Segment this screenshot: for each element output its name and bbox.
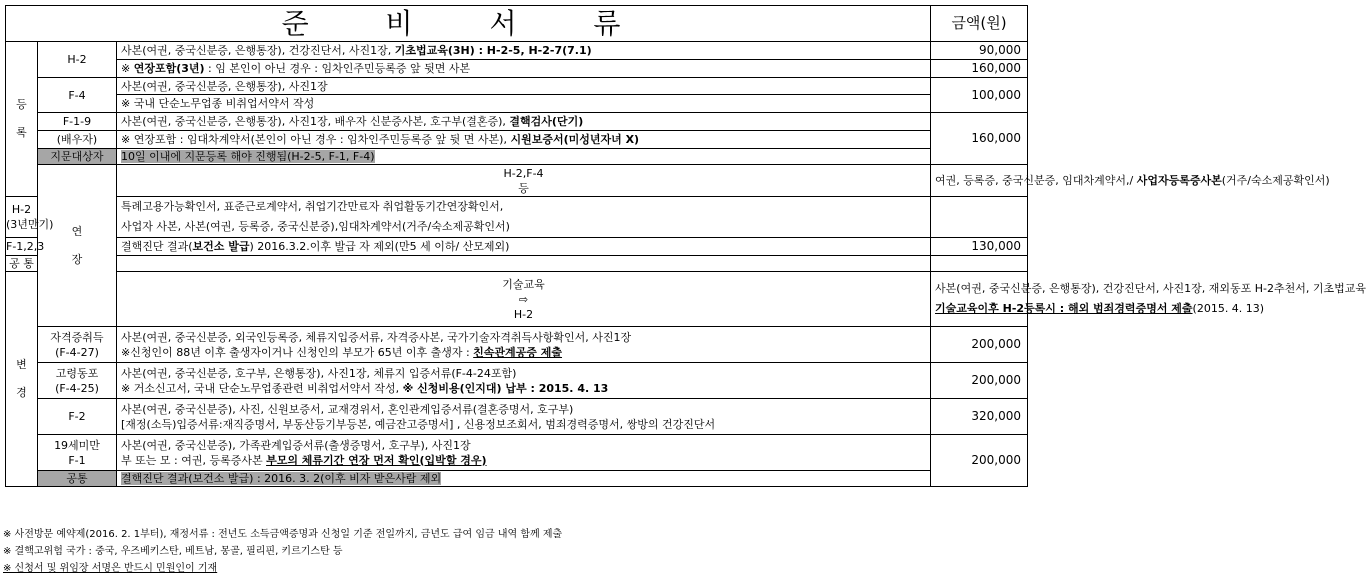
amount-f19: 160,000: [931, 113, 1028, 165]
row-f19-line1: 사본(여권, 중국신분증, 은행통장), 사진1장, 배우자 신분증사본, 호구부(결혼증), 결핵검사(단기): [117, 113, 931, 131]
section-registration: 등 록: [6, 42, 38, 197]
footnotes: [3, 526, 562, 577]
row-h2-line1: 사본(여권, 중국신분증, 은행통장), 건강진단서, 사진1장, 기초법교육(3H) : H-2-5, H-2-7(7.1): [117, 42, 931, 60]
sub-common-ext: 공 통: [6, 256, 38, 272]
sub-h2-f4: H-2,F-4 등: [117, 165, 931, 197]
amount-elderly: 200,000: [931, 363, 1028, 399]
sub-elderly: 고령동포 (F-4-25): [38, 363, 117, 399]
sub-f123: F-1,2,3: [6, 238, 38, 256]
row-h2-line2: ※ 연장포함(3년) : 임 본인이 아닌 경우 : 임차인주민등록증 앞 뒷면 사본: [117, 60, 931, 78]
sub-h2: H-2: [38, 42, 117, 78]
row-common-change: 결핵진단 결과(보건소 발급) : 2016. 3. 2(이후 비자 받은사람 제외: [117, 471, 931, 487]
amount-h2-basic: 90,000: [931, 42, 1028, 60]
amount-f2: 320,000: [931, 399, 1028, 435]
amount-header: 금액(원): [931, 6, 1028, 42]
amount-cert: 200,000: [931, 327, 1028, 363]
amount-f4: 100,000: [931, 78, 1028, 113]
row-common-ext: [117, 256, 931, 272]
row-f123: 결핵진단 결과(보건소 발급) 2016.3.2.이후 발급 자 제외(만5 세 이하/ 산모제외): [117, 238, 931, 256]
section-extension: 연 장: [38, 165, 117, 327]
footnote-2: ※ 결핵고위험 국가 : 중국, 우즈베키스탄, 베트남, 몽골, 필리핀, 키르기스탄 등: [3, 546, 343, 557]
sub-f19: F-1-9: [38, 113, 117, 131]
amount-h2-extension: 160,000: [931, 60, 1028, 78]
row-fingerprint: 10일 이내에 지문등록 해야 진행됨(H-2-5, F-1, F-4): [117, 149, 931, 165]
sub-cert: 자격증취득 (F-4-27): [38, 327, 117, 363]
row-h2-f4: 여권, 등록증, 중국신분증, 임대차계약서,/ 사업자등록증사본(거주/숙소제공확인서): [931, 165, 1028, 197]
sub-fingerprint: 지문대상자: [38, 149, 117, 165]
amount-minor: 200,000: [931, 435, 1028, 487]
sub-spouse: (배우자): [38, 131, 117, 149]
amount-f123: 130,000: [931, 238, 1028, 256]
page-title: 준 비 서 류: [6, 6, 931, 42]
row-f4-line1: 사본(여권, 중국신분증, 은행통장), 사진1장: [117, 78, 931, 95]
footnote-3: ※ 신청서 및 위임장 서명은 반드시 민원인이 기재: [3, 563, 218, 574]
row-f4-line2: ※ 국내 단순노무업종 비취업서약서 작성: [117, 95, 931, 113]
sub-f2: F-2: [38, 399, 117, 435]
sub-minor: 19세미만 F-1: [38, 435, 117, 471]
row-minor: 사본(여권, 중국신분증), 가족관계입증서류(출생증명서, 호구부), 사진1장 부 또는 모 : 여권, 등록증사본 부모의 체류기간 연장 먼저 확인(입박할 경우): [117, 435, 931, 471]
section-change: 변 경: [6, 272, 38, 487]
row-f19-line2: ※ 연장포함 : 임대차계약서(본인이 아닌 경우 : 임차인주민등록증 앞 뒷 면 사본), 시원보증서(미성년자녀 X): [117, 131, 931, 149]
footnote-1: ※ 사전방문 예약제(2016. 2. 1부터), 재정서류 : 전년도 소득금액증명과 신청일 기준 전일까지, 금년도 급여 임금 내역 함께 제출: [3, 529, 563, 540]
row-f2: 사본(여권, 중국신분증), 사진, 신원보증서, 교재경위서, 혼인관계입증서류(결혼증명서, 호구부) [재정(소득)입증서류:재직증명서, 부동산등기부등본, 예금잔고증명서] , 신용정보조회서, 범죄경력증명서, 쌍방의 건강진단서: [117, 399, 931, 435]
sub-tech-edu: 기술교육 ⇨ H-2: [117, 272, 931, 327]
sub-common-change: 공통: [38, 471, 117, 487]
row-tech-edu: 사본(여권, 중국신분증, 은행통장), 건강진단서, 사진1장, 재외동포 H-2추천서, 기초법교육 기술교육이후 H-2등록시 : 해외 범죄경력증명서 제출(2015. 4. 13): [931, 272, 1028, 327]
requirements-table: [5, 5, 1366, 487]
sub-f4: F-4: [38, 78, 117, 113]
row-cert: 사본(여권, 중국신분증, 외국인등록증, 체류지입증서류, 자격증사본, 국가기술자격취득사항확인서, 사진1장 ※신청인이 88년 이후 출생자이거나 신청인의 부모가 65년 이후 출생자 : 친속관계공증 제출: [117, 327, 931, 363]
row-h2-3yr: 특례고용가능확인서, 표준근로계약서, 취업기간만료자 취업활동기간연장확인서, 사업자 사본, 사본(여권, 등록증, 중국신분증),임대차계약서(거주/숙소제공확인서): [117, 197, 931, 238]
row-elderly: 사본(여권, 중국신분증, 호구부, 은행통장), 사진1장, 체류지 입증서류(F-4-24포함) ※ 거소신고서, 국내 단순노무업종관련 비취업서약서 작성, ※ 신청비용(인지대) 납부 : 2015. 4. 13: [117, 363, 931, 399]
sub-h2-3yr: H-2 (3년만기): [6, 197, 38, 238]
